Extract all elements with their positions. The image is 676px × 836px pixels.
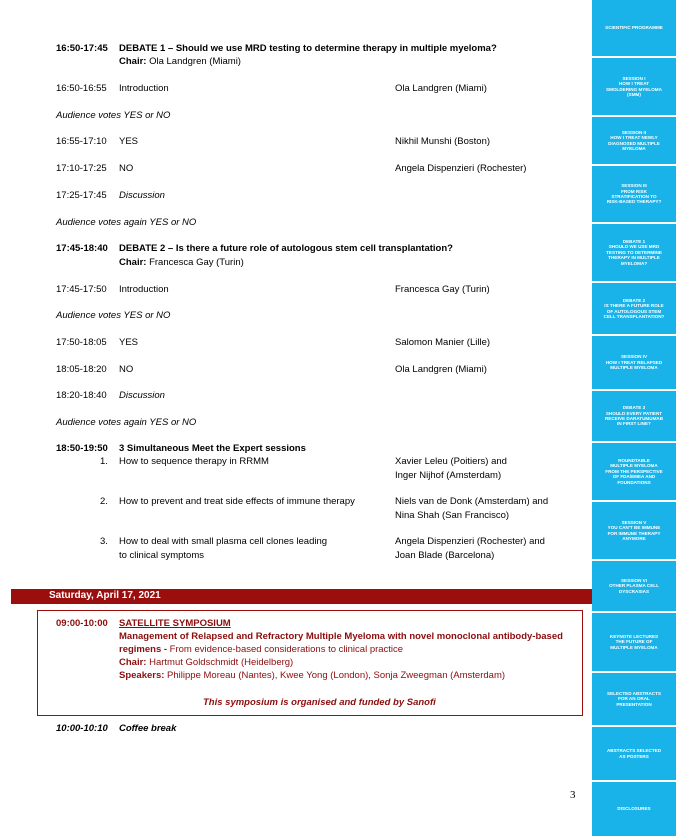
item-title: How to prevent and treat side effects of immune therapy	[119, 496, 355, 507]
item-title-cont: to clinical symptoms	[119, 550, 204, 561]
debate2-time: 17:45-18:40	[56, 243, 108, 254]
sidebar-tab-line: DISCLOSURES	[617, 806, 651, 812]
sidebar-tab-line: SESSION II	[621, 129, 647, 135]
sidebar-tab-label	[606, 239, 662, 266]
chair-name: Hartmut Goldschmidt (Heidelberg)	[146, 657, 294, 668]
sidebar-tab-line: ANYMORE	[622, 535, 646, 541]
symposium-speakers	[119, 670, 505, 682]
sidebar-tab[interactable]	[592, 782, 676, 836]
sidebar-tab-label	[607, 748, 661, 759]
debate1-title: DEBATE 1 – Should we use MRD testing to determine therapy in multiple myeloma?	[119, 43, 497, 54]
row-speaker: Nikhil Munshi (Boston)	[395, 136, 491, 147]
debate1-chair	[119, 56, 241, 68]
row-speaker: Ola Landgren (Miami)	[395, 364, 487, 375]
sidebar-tab-label	[606, 76, 662, 98]
sidebar-tab[interactable]	[592, 166, 676, 222]
sidebar-tab-line: SESSION V	[621, 519, 647, 525]
row-title: YES	[119, 337, 139, 348]
sidebar-tab-line: SELECTED ABSTRACTS	[607, 690, 661, 696]
symposium-label: SATELLITE SYMPOSIUM	[119, 618, 231, 629]
row-time: 17:50-18:05	[56, 337, 107, 348]
debate1-time: 16:50-17:45	[56, 43, 108, 54]
sidebar-tab-label	[610, 634, 658, 650]
sidebar-tab-line: SHOULD EVERY PATIENT	[605, 410, 663, 416]
item-speaker: Xavier Leleu (Poitiers) and	[395, 456, 507, 467]
sidebar-tab-line: FOR AN ORAL	[618, 696, 650, 702]
sidebar-tab-line: SCIENTIFIC PROGRAMME	[605, 25, 663, 31]
audience-votes-note: Audience votes YES or NO	[56, 110, 171, 121]
date-bar	[11, 589, 592, 604]
row-time: 17:10-17:25	[56, 163, 107, 174]
sidebar-tab-line: THERAPY IN MULTIPLE	[608, 255, 660, 261]
sidebar-tab-line: AS POSTERS	[619, 753, 649, 759]
sidebar-tab-line: HOW I TREAT	[618, 81, 649, 87]
sidebar-tab-line: SMOLDERING MYELOMA	[606, 86, 662, 92]
audience-votes-note: Audience votes YES or NO	[56, 310, 171, 321]
sidebar-tab-line: SESSION I	[622, 75, 646, 81]
item-speaker: Angela Dispenzieri (Rochester) and	[395, 536, 545, 547]
sidebar-tab-line: DEBATE 2	[622, 297, 646, 303]
item-speaker: Nina Shah (San Francisco)	[395, 510, 510, 521]
meet-time: 18:50-19:50	[56, 443, 108, 454]
chair-label: Chair:	[119, 657, 147, 668]
sidebar-tab-line: SESSION IV	[620, 354, 648, 360]
item-number: 2.	[100, 496, 108, 507]
sidebar-tab-label	[608, 520, 661, 542]
symposium-subtitle: From evidence-based considerations to clinical practice	[167, 644, 404, 655]
sidebar-tab-label	[617, 806, 650, 811]
sidebar-tab-line: MYELOMA?	[620, 260, 648, 266]
row-time: 17:25-17:45	[56, 190, 107, 201]
sidebar-tab-line: (SMM)	[627, 91, 641, 97]
sidebar-tab-label	[609, 578, 659, 594]
sidebar-tab-line: MYELOMA	[622, 145, 646, 151]
sidebar-tab-line: IN FIRST LINE?	[617, 421, 651, 427]
item-speaker: Joan Blade (Barcelona)	[395, 550, 495, 561]
item-speaker: Inger Nijhof (Amsterdam)	[395, 470, 502, 481]
sidebar-tab[interactable]	[592, 673, 676, 725]
item-number: 3.	[100, 536, 108, 547]
row-title: NO	[119, 163, 134, 174]
sidebar-tab-line: SESSION III	[621, 183, 647, 189]
speakers-names: Philippe Moreau (Nantes), Kwee Yong (London), Sonja Zweegman (Amsterdam)	[164, 670, 506, 681]
row-title: YES	[119, 136, 139, 147]
symposium-title-line2	[119, 644, 403, 656]
sidebar-tab-line: DYSCRASIAS	[618, 588, 650, 594]
symposium-funding-note: This symposium is organised and funded by Sanofi	[203, 697, 436, 708]
sidebar-tab-line: DEBATE 1	[622, 238, 646, 244]
sidebar-tab-line: IS THERE A FUTURE ROLE	[604, 303, 664, 309]
row-title: Introduction	[119, 83, 169, 94]
row-time: 16:50-16:55	[56, 83, 107, 94]
symposium-chair	[119, 657, 293, 669]
sidebar-nav	[592, 0, 676, 836]
sidebar-tab-label	[608, 130, 660, 152]
row-title: Discussion	[119, 390, 165, 401]
sidebar-tab-line: HOW I TREAT NEWLY	[610, 135, 658, 141]
coffee-title: Coffee break	[119, 723, 177, 734]
sidebar-tab-line: RECEIVE DARATUMUMAB	[604, 416, 664, 421]
sidebar-tab-label	[605, 458, 662, 485]
row-speaker: Francesca Gay (Turin)	[395, 284, 490, 295]
sidebar-tab-label	[607, 183, 662, 205]
sidebar-tab-line: TESTING TO DETERMINE	[606, 249, 662, 255]
symposium-title-line1: Management of Relapsed and Refractory Multiple Myeloma with novel monoclonal antibody-based	[119, 631, 563, 642]
row-title: Introduction	[119, 284, 169, 295]
sidebar-tab-line: FROM THE PERSPECTIVE	[605, 468, 663, 474]
row-speaker: Ola Landgren (Miami)	[395, 83, 487, 94]
sidebar-tab-label	[604, 298, 665, 320]
sidebar-tab-line: SHOULD WE USE MRD	[608, 244, 660, 250]
row-title: NO	[119, 364, 134, 375]
row-speaker: Salomon Manier (Lille)	[395, 337, 491, 348]
sidebar-tab-line: YOU CAN'T BE IMMUNE	[607, 525, 661, 531]
item-title: How to deal with small plasma cell clones leading	[119, 536, 328, 547]
sidebar-tab-line: OTHER PLASMA CELL	[609, 583, 659, 589]
row-time: 16:55-17:10	[56, 136, 107, 147]
sidebar-tab-line: FROM RISK	[621, 188, 647, 194]
row-time: 18:20-18:40	[56, 390, 107, 401]
meet-title: 3 Simultaneous Meet the Expert sessions	[119, 443, 306, 454]
row-title: Discussion	[119, 190, 165, 201]
sidebar-tab-line: DIAGNOSED MULTIPLE	[608, 140, 660, 146]
chair-name: Francesca Gay (Turin)	[149, 257, 244, 268]
sidebar-tab-line: MULTIPLE MYELOMA	[610, 644, 658, 650]
sidebar-tab[interactable]	[592, 224, 676, 281]
sidebar-tab[interactable]	[592, 613, 676, 671]
sidebar-tab-line: DEBATE 3	[622, 405, 646, 411]
audience-votes-again-note: Audience votes again YES or NO	[56, 217, 197, 228]
row-time: 18:05-18:20	[56, 364, 107, 375]
symposium-title-bold: regimens -	[119, 644, 168, 655]
chair-name: Ola Landgren (Miami)	[149, 56, 241, 67]
sidebar-tab-line: HOW I TREAT RELAPSED	[605, 359, 663, 365]
sidebar-tab-label	[605, 405, 663, 427]
sidebar-tab-line: SESSION VI	[620, 577, 648, 583]
sidebar-tab[interactable]	[592, 0, 676, 56]
sidebar-tab[interactable]	[592, 58, 676, 115]
sidebar-tab-line: OF FDA/EMEA AND	[612, 474, 656, 480]
chair-label: Chair:	[119, 56, 147, 67]
item-number: 1.	[100, 456, 108, 467]
debate2-chair	[119, 257, 244, 269]
sidebar-tab-label	[607, 691, 661, 707]
sidebar-tab-line: OF AUTOLOGOUS STEM	[606, 308, 662, 314]
sidebar-tab-line: ABSTRACTS SELECTED	[606, 748, 662, 754]
sidebar-tab-label	[605, 25, 663, 30]
sidebar-tab[interactable]	[592, 391, 676, 441]
sidebar-tab[interactable]	[592, 117, 676, 164]
sidebar-tab-line: PRESENTATION	[616, 701, 652, 707]
sidebar-tab-line: FOR IMMUNE THERAPY	[607, 530, 661, 536]
item-speaker: Niels van de Donk (Amsterdam) and	[395, 496, 549, 507]
sidebar-tab-line: RISK-BASED THERAPY?	[606, 199, 662, 205]
sidebar-tab[interactable]	[592, 283, 676, 334]
symposium-time: 09:00-10:00	[56, 618, 108, 629]
speakers-label: Speakers:	[119, 670, 165, 681]
sidebar-tab-line: MULTIPLE MYELOMA	[610, 365, 658, 371]
sidebar-tab[interactable]	[592, 443, 676, 500]
sidebar-tab[interactable]	[592, 727, 676, 780]
sidebar-tab-label	[606, 354, 662, 370]
date-label: Saturday, April 17, 2021	[49, 590, 161, 601]
row-speaker: Angela Dispenzieri (Rochester)	[395, 163, 527, 174]
audience-votes-again-note: Audience votes again YES or NO	[56, 417, 197, 428]
chair-label: Chair:	[119, 257, 147, 268]
page-number: 3	[570, 789, 576, 801]
item-title: How to sequence therapy in RRMM	[119, 456, 269, 467]
sidebar-tab[interactable]	[592, 502, 676, 559]
sidebar-tab-line: FOUNDATIONS	[617, 479, 651, 485]
coffee-time: 10:00-10:10	[56, 723, 108, 734]
sidebar-tab[interactable]	[592, 336, 676, 389]
row-time: 17:45-17:50	[56, 284, 107, 295]
sidebar-tab-line: CELL TRANSPLANTATION?	[603, 313, 665, 319]
sidebar-tab[interactable]	[592, 561, 676, 611]
debate2-title: DEBATE 2 – Is there a future role of autologous stem cell transplantation?	[119, 243, 453, 254]
sidebar-tab-line: THE FUTURE OF	[615, 639, 653, 645]
sidebar-tab-line: KEYNOTE LECTURES	[609, 633, 659, 639]
sidebar-tab-line: STRATIFICATION TO	[611, 194, 657, 199]
sidebar-tab-line: ROUNDTABLE	[618, 457, 650, 463]
sidebar-tab-line: MULTIPLE MYELOMA	[610, 463, 658, 469]
